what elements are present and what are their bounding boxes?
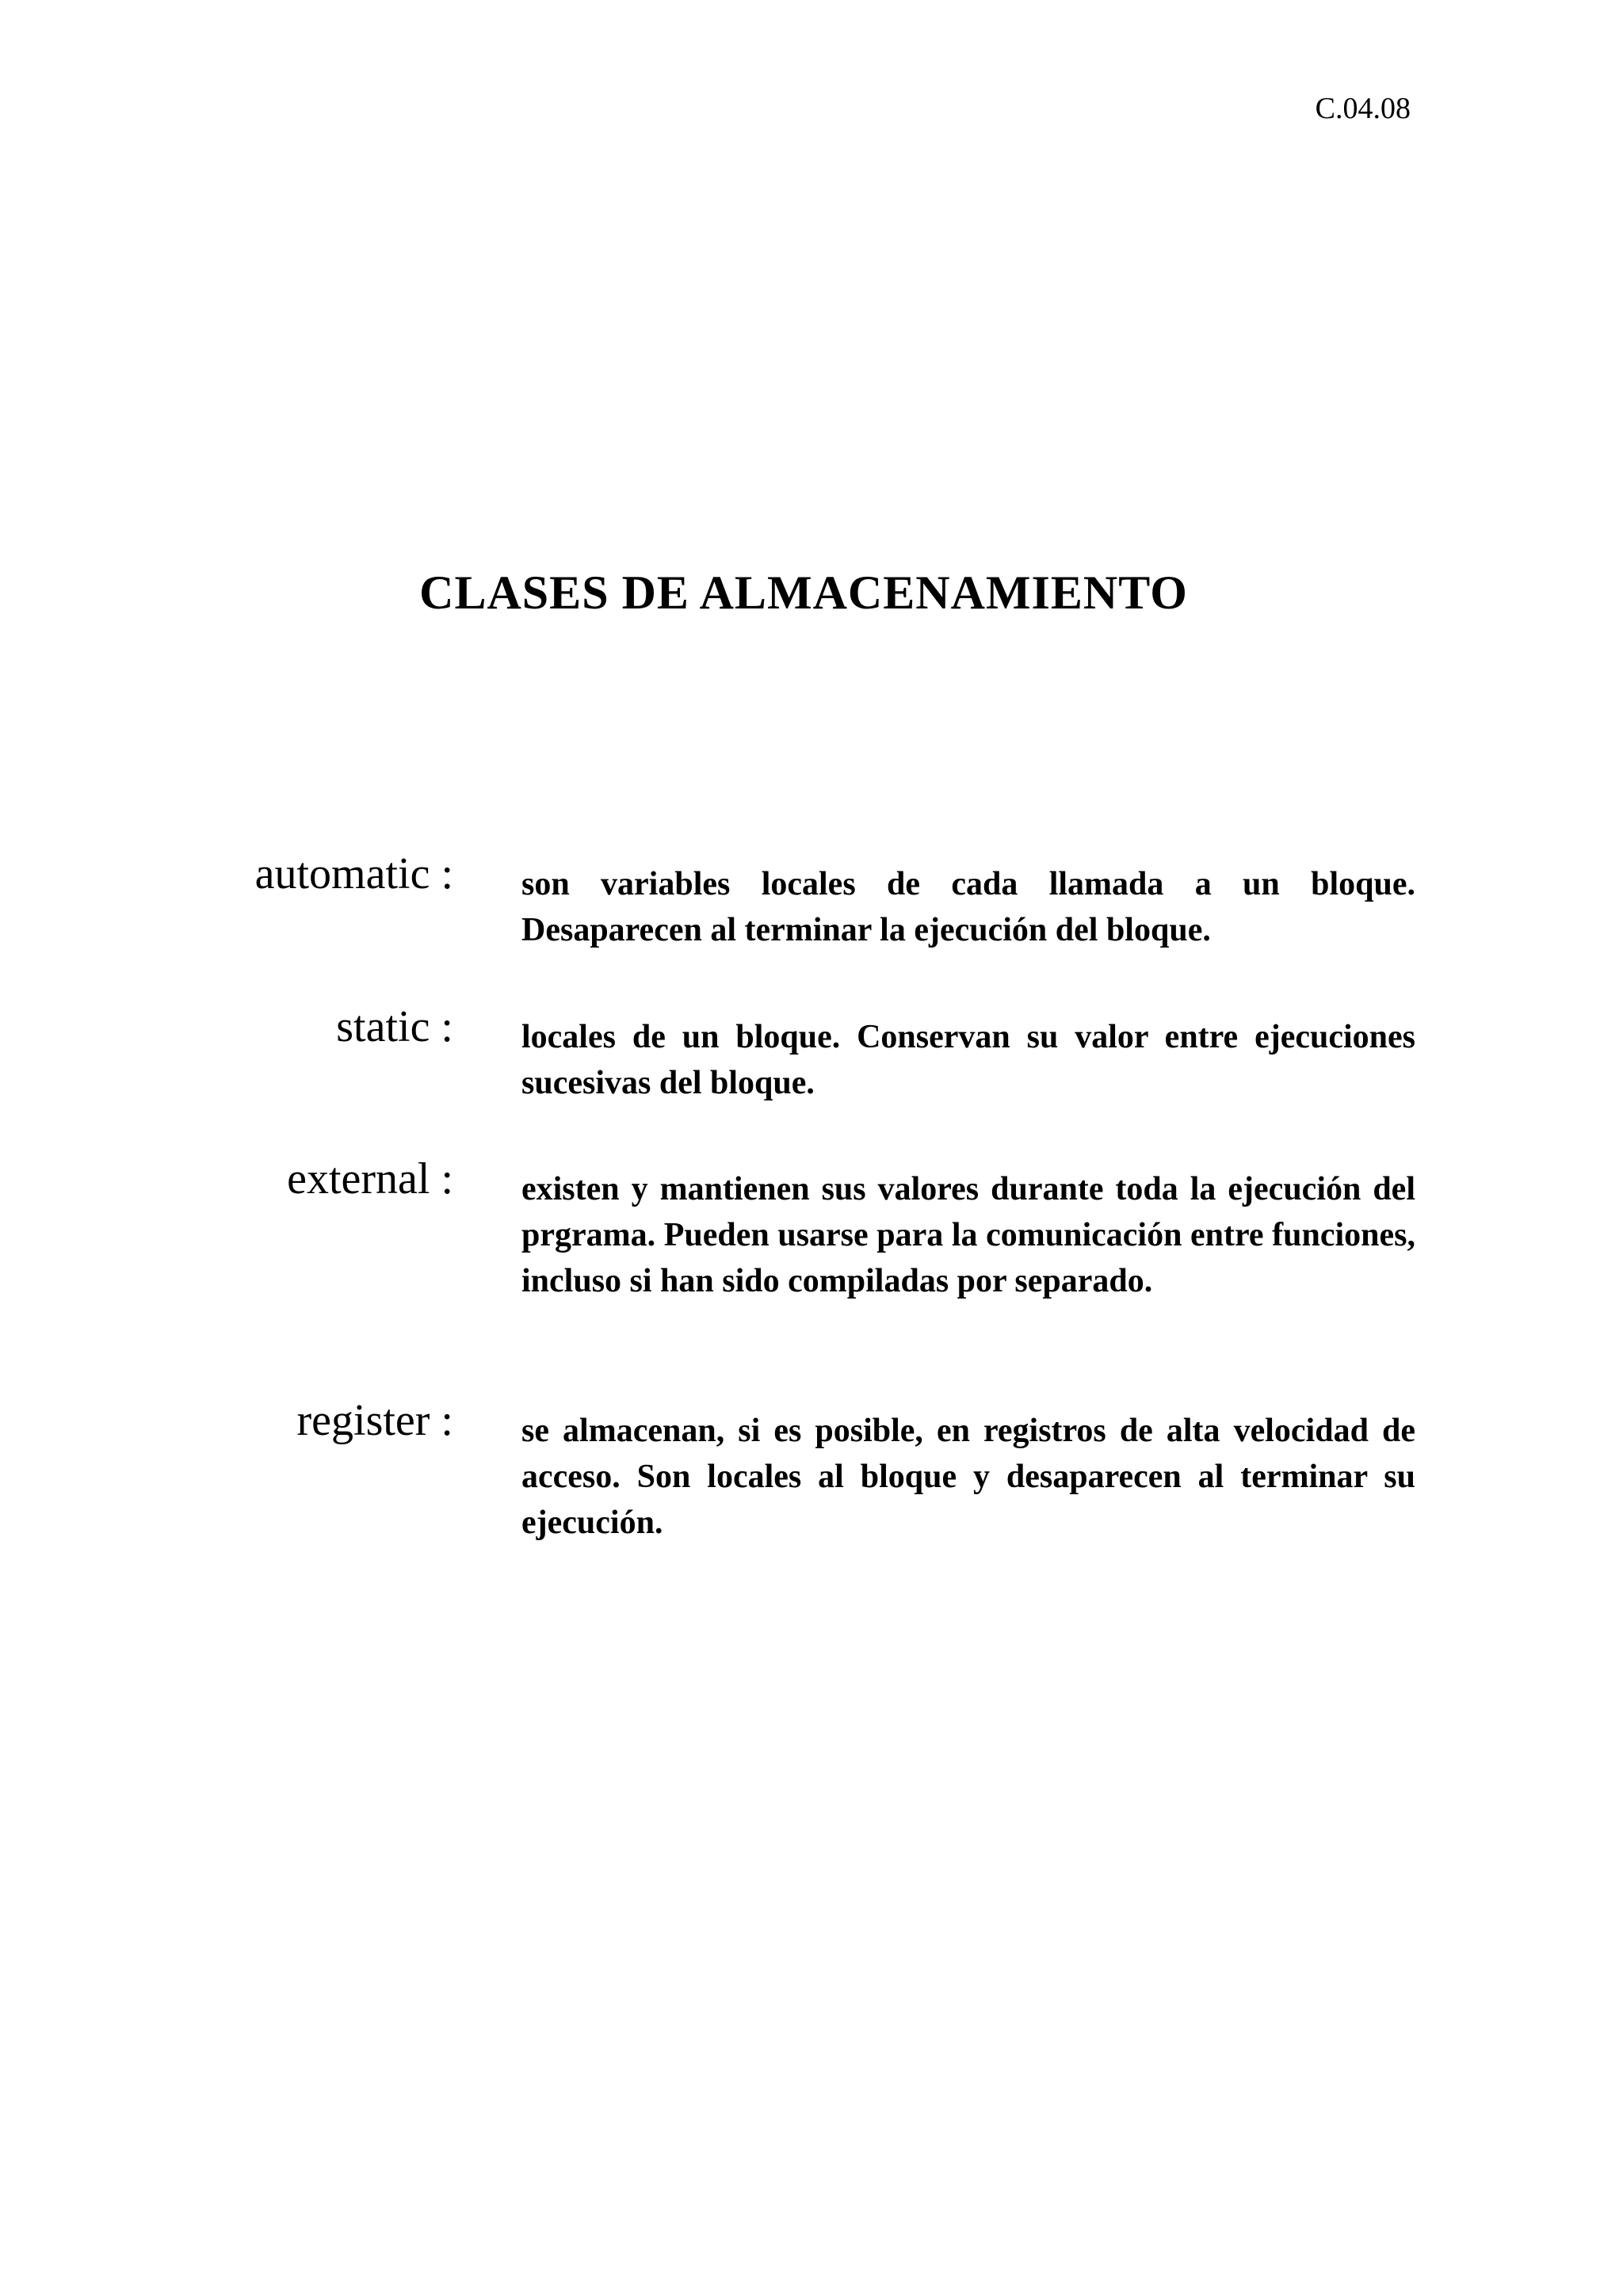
definition-description: locales de un bloque. Conservan su valor entre ejecuciones sucesivas del bloque. xyxy=(521,1019,1415,1101)
definition-term: static : xyxy=(336,1002,453,1051)
definition-description: se almacenan, si es posible, en registros de alta velocidad de acceso. Son locales al bloque y desaparecen al terminar su ejecución. xyxy=(521,1413,1415,1541)
page-title-text: CLASES DE ALMACENAMIENTO xyxy=(419,566,1188,619)
definition-description: existen y mantienen sus valores durante toda la ejecución del prgrama. Pueden usarse para la comunicación entre funciones, incluso si han sido compiladas por separado. xyxy=(521,1171,1415,1299)
definition-term: automatic : xyxy=(254,849,453,898)
definition-term: external : xyxy=(287,1154,453,1203)
page-title xyxy=(0,566,1623,619)
definition-term: register : xyxy=(296,1396,453,1445)
page-code: C.04.08 xyxy=(1315,92,1411,125)
definition-description: son variables locales de cada llamada a un bloque. Desaparecen al terminar la ejecución del bloque. xyxy=(521,866,1415,948)
